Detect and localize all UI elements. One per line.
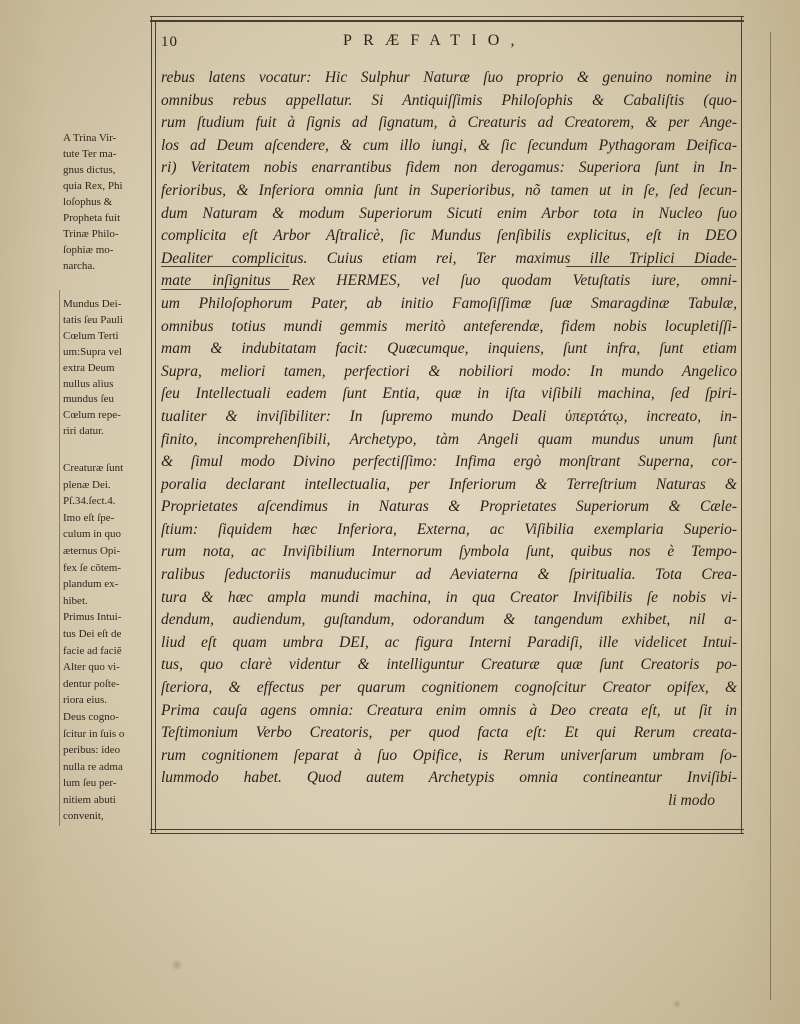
margin-note-line: A Trina Vir- (63, 132, 117, 144)
left-rule-inner (155, 20, 156, 832)
margin-note-line: facie ad faciẽ (63, 644, 122, 657)
text-line: Prima cauſa agens omnia: Creatura enim omnis à Deo creata eſt, ut ſit in (161, 701, 737, 719)
text-line: Supra, meliori tamen, perfectiori & nobiliori modo: In mundo Angelico (161, 362, 737, 380)
margin-note-line: nulla re adma (63, 760, 123, 773)
text-line: & ſimul modo Divino perfectiſſimo: Infima ergò monſtrant Superna, cor- (161, 453, 737, 471)
text-line: liud eſt quam umbra DEI, ac figura Interni Paradiſi, ille videlicet Intui- (161, 633, 737, 651)
margin-note-line: riora eius. (63, 694, 107, 707)
top-rule-inner (150, 20, 744, 22)
margin-note-line: Imo eſt ſpe- (63, 511, 115, 524)
margin-note-line: um:Supra vel (63, 345, 122, 358)
margin-note-line: Trinæ Philo- (63, 228, 119, 240)
text-line: dum Naturam & modum Superiorum Sicuti enim Arbor tota in Nucleo ſuo (161, 204, 737, 222)
paper-stain (170, 960, 184, 970)
page-number: 10 (161, 34, 178, 50)
margin-note-mundus-deitatis (63, 297, 151, 440)
text-line: rum nota, ac Inviſibilium Internorum ſymbola ſunt, quibus nos è Tempo- (161, 543, 737, 561)
margin-note-creaturae (63, 460, 151, 825)
text-line: dendum, audiendum, guſtandum, odorandum & tangendum exhibet, nil a- (161, 611, 737, 629)
text-line: lummodo habet. Quod autem Archetypis omnia contineantur Inviſibi- (161, 769, 737, 787)
text-line: omnibus totius mundi gemmis meritò anteferendæ, fidem nobis locupletiſſi- (161, 317, 737, 335)
margin-note-line: plenæ Dei. (63, 478, 111, 491)
text-line: ralibus ſeductoriis manuducimur ad Aeviaterna & ſpiritualia. Tota Crea- (161, 566, 737, 584)
margin-note-line: extra Deum (63, 361, 115, 374)
margin-note-line: Cœlum Terti (63, 329, 119, 342)
text-line: Teſtimonium Verbo Creatoris, per quod facta eſt: Et qui Rerum creata- (161, 724, 737, 742)
margin-note-line: loſophus & (63, 196, 113, 208)
running-title: PRÆFATIO, (343, 32, 526, 49)
bottom-rule-outer (150, 829, 744, 830)
text-line: complicita eſt Arbor Aſtralicè, ſic Mundus ſenſibilis explicitus, eſt in DEO (161, 227, 737, 245)
right-rule (741, 16, 742, 834)
text-line: rebus latens vocatur: Hic Sulphur Naturæ ſuo proprio & genuino nomine in (161, 69, 737, 86)
margin-note-line: Alter quo vi- (63, 661, 120, 674)
margin-note-line: convenit, (63, 810, 104, 823)
text-line: tus, quo clarè videntur & intelliguntur Creaturæ quæ ſunt Creatoris po- (161, 656, 737, 674)
text-line: rum ſtudium fuit à ſignis ad ſignatum, à Creaturis ad Creatorem, & per Ange- (161, 114, 737, 132)
catchword: li modo (668, 792, 715, 809)
margin-note-line: ſcitur in ſuis o (63, 727, 125, 740)
text-line: rum cognitionem ſeparat à ſuo Opifice, is Rerum univerſarum umbram ſo- (161, 746, 737, 764)
margin-note-line: Propheta fuit (63, 212, 121, 224)
margin-note-line: æternus Opi- (63, 544, 121, 557)
margin-note-line: nullus alius (63, 377, 114, 390)
text-line: mam & indubitatam facit: Quæcumque, inquiens, ſunt infra, ſunt etiam (161, 340, 737, 358)
margin-note-line: nitiem abuti (63, 793, 116, 806)
margin-note-line: Cœlum repe- (63, 409, 121, 422)
text-line: poralia declarant intellectualia, per Inferiorum & Terreſtrium Naturas & (161, 475, 737, 493)
left-margin-rule (59, 290, 60, 826)
margin-note-trina-virtute (63, 130, 151, 274)
text-line: Dealiter complicitus. Cuius etiam rei, Ter maximus ille Triplici Diade- (161, 249, 737, 267)
text-line: um Philoſophorum Pater, ab initio Famoſiſſimæ ſuæ Smaragdinæ Tabulæ, (161, 294, 737, 312)
text-line: Proprietates aſcendimus in Naturas & Proprietates Superiorum & Cæle- (161, 498, 737, 516)
text-line: ſeu Intellectuali eadem ſunt Entia, quæ in iſta viſibili machina, ſed ſpiri- (161, 385, 737, 403)
text-line: omnibus rebus appellatur. Si Antiquiſſimis Philoſophis & Cabaliſtis (quo- (161, 91, 737, 109)
margin-note-line: fex ſe cõtem- (63, 561, 122, 574)
text-line: mate inſignitus Rex HERMES, vel ſuo quodam Vetuſtatis iure, omni- (161, 272, 737, 290)
text-line: ſteriora, & effectus per quarum cognitionem cognoſcitur Creator opifex, & (161, 679, 737, 697)
text-line: tualiter & inviſibiliter: In ſupremo mundo Deali ὑπερτάτῳ, increato, in- (161, 407, 737, 425)
top-rule-outer (150, 16, 744, 17)
outer-right-rule (770, 32, 771, 1000)
paper-stain (672, 1000, 682, 1008)
margin-note-line: culum in quo (63, 528, 122, 541)
margin-note-line: tute Ter ma- (63, 148, 117, 160)
text-line: los ad Deum aſcendere, & cum illo iungi, & ſic ſecundum Pythagoram Deifica- (161, 136, 737, 154)
margin-note-line: Mundus Dei- (63, 298, 122, 310)
margin-note-line: lum ſeu per- (63, 777, 117, 790)
text-line: tura & hæc ampla mundi machina, in qua Creator Inviſibilis ſe nobis vi- (161, 588, 737, 606)
margin-note-line: Pſ.34.ſect.4. (63, 495, 116, 508)
left-rule-outer (151, 16, 152, 834)
margin-note-line: plandum ex- (63, 578, 119, 591)
margin-note-line: tus Dei eſt de (63, 627, 122, 640)
margin-note-line: gnus dictus, (63, 164, 116, 176)
text-line: finito, incomprehenſibili, Archetypo, tàm Angeli quam mundus unum ſunt (161, 430, 737, 448)
margin-note-line: mundus ſeu (63, 393, 115, 406)
bottom-rule-inner (150, 833, 744, 834)
margin-note-line: ſophiæ mo- (63, 244, 114, 256)
text-line: ſtium: ſiquidem hæc Inferiora, Externa, ac Viſibilia exemplaria Superio- (161, 520, 737, 538)
margin-note-line: Primus Intui- (63, 611, 122, 624)
text-line: ferioribus, & Inferiora omnia ſunt in Superioribus, nõ tamen ut in ſe, ſed ſecun- (161, 181, 737, 199)
margin-note-line: Creaturæ ſunt (63, 462, 124, 474)
margin-note-line: peribus: ideo (63, 744, 121, 757)
main-text (161, 67, 737, 813)
margin-note-line: quia Rex, Phi (63, 180, 123, 192)
margin-note-line: riri datur. (63, 425, 104, 438)
text-line: ri) Veritatem nobis enarrantibus fidem non derogamus: Superiora ſunt in In- (161, 159, 737, 177)
margin-note-line: narcha. (63, 260, 96, 272)
margin-note-line: Deus cogno- (63, 710, 119, 723)
margin-note-line: tatis ſeu Pauli (63, 313, 123, 326)
margin-note-line: dentur poſte- (63, 677, 120, 690)
margin-note-line: hibet. (63, 594, 88, 607)
